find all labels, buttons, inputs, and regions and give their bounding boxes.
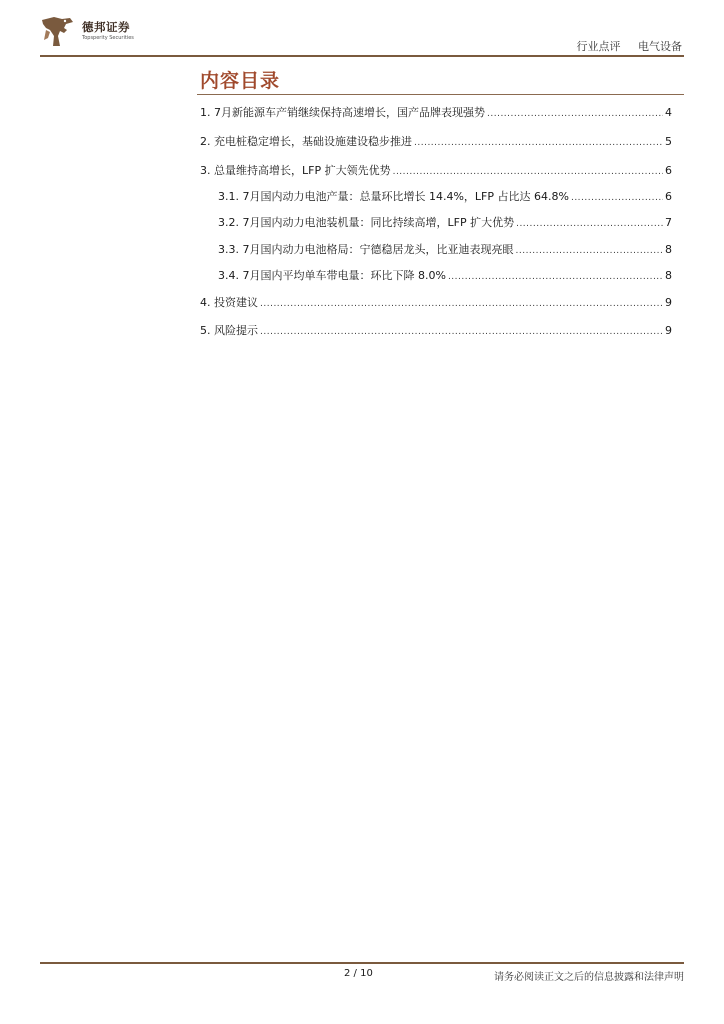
page-number: 2 / 10 <box>344 968 373 979</box>
toc-entry-3[interactable] <box>200 162 672 182</box>
toc-entry-3-4[interactable] <box>218 267 672 287</box>
toc-entry-1[interactable] <box>200 104 672 124</box>
toc-leader-dots <box>516 219 663 229</box>
toc-leader-dots <box>393 167 663 177</box>
toc-entry-label: 1. 7月新能源车产销继续保持高速增长，国产品牌表现强势 <box>200 106 485 119</box>
toc-leader-dots <box>448 272 663 282</box>
toc-title: 内容目录 <box>200 70 281 92</box>
page-header <box>40 14 684 58</box>
toc-entry-5[interactable] <box>200 322 672 342</box>
toc-entry-label: 3.4. 7月国内平均单车带电量：环比下降 8.0% <box>218 269 446 282</box>
toc-entry-label: 3.1. 7月国内动力电池产量：总量环比增长 14.4%，LFP 占比达 64.8% <box>218 190 569 203</box>
toc-entry-label: 2. 充电桩稳定增长，基础设施建设稳步推进 <box>200 135 412 148</box>
brand-logo-icon <box>40 16 74 48</box>
brand-subtitle: Topsperity Securities <box>82 35 134 41</box>
header-tags <box>563 38 683 54</box>
toc-leader-dots <box>414 138 663 148</box>
footer-divider <box>40 962 684 964</box>
toc-title-divider <box>197 94 684 95</box>
header-divider <box>40 55 684 57</box>
toc-entry-page: 6 <box>665 164 672 177</box>
brand-logo <box>40 14 140 50</box>
toc-entry-label: 3.3. 7月国内动力电池格局：宁德稳居龙头，比亚迪表现亮眼 <box>218 243 514 256</box>
toc-leader-dots <box>515 246 663 256</box>
toc-leader-dots <box>260 327 663 337</box>
toc-entry-3-2[interactable] <box>218 214 672 234</box>
toc-entry-page: 7 <box>665 216 672 229</box>
report-category: 行业点评 <box>576 40 621 53</box>
toc-entry-label: 3.2. 7月国内动力电池装机量：同比持续高增，LFP 扩大优势 <box>218 216 515 229</box>
toc-entry-label: 4. 投资建议 <box>200 296 258 309</box>
toc-entry-label: 3. 总量维持高增长，LFP 扩大领先优势 <box>200 164 391 177</box>
toc-leader-dots <box>260 299 663 309</box>
legal-disclaimer: 请务必阅读正文之后的信息披露和法律声明 <box>494 972 684 983</box>
toc-entry-page: 9 <box>665 296 672 309</box>
toc-entry-3-3[interactable] <box>218 241 672 261</box>
toc-entry-page: 8 <box>665 269 672 282</box>
brand-name: 德邦证券 <box>82 20 130 34</box>
toc-entry-page: 9 <box>665 324 672 337</box>
toc-entry-page: 6 <box>665 190 672 203</box>
toc-entry-page: 4 <box>665 106 672 119</box>
toc-entry-label: 5. 风险提示 <box>200 324 258 337</box>
toc-entry-2[interactable] <box>200 133 672 153</box>
report-sector: 电气设备 <box>638 40 682 53</box>
toc-entry-page: 5 <box>665 135 672 148</box>
toc-leader-dots <box>487 109 663 119</box>
toc-entry-page: 8 <box>665 243 672 256</box>
toc-entry-4[interactable] <box>200 294 672 314</box>
toc-entry-3-1[interactable] <box>218 188 672 208</box>
toc-leader-dots <box>571 193 663 203</box>
